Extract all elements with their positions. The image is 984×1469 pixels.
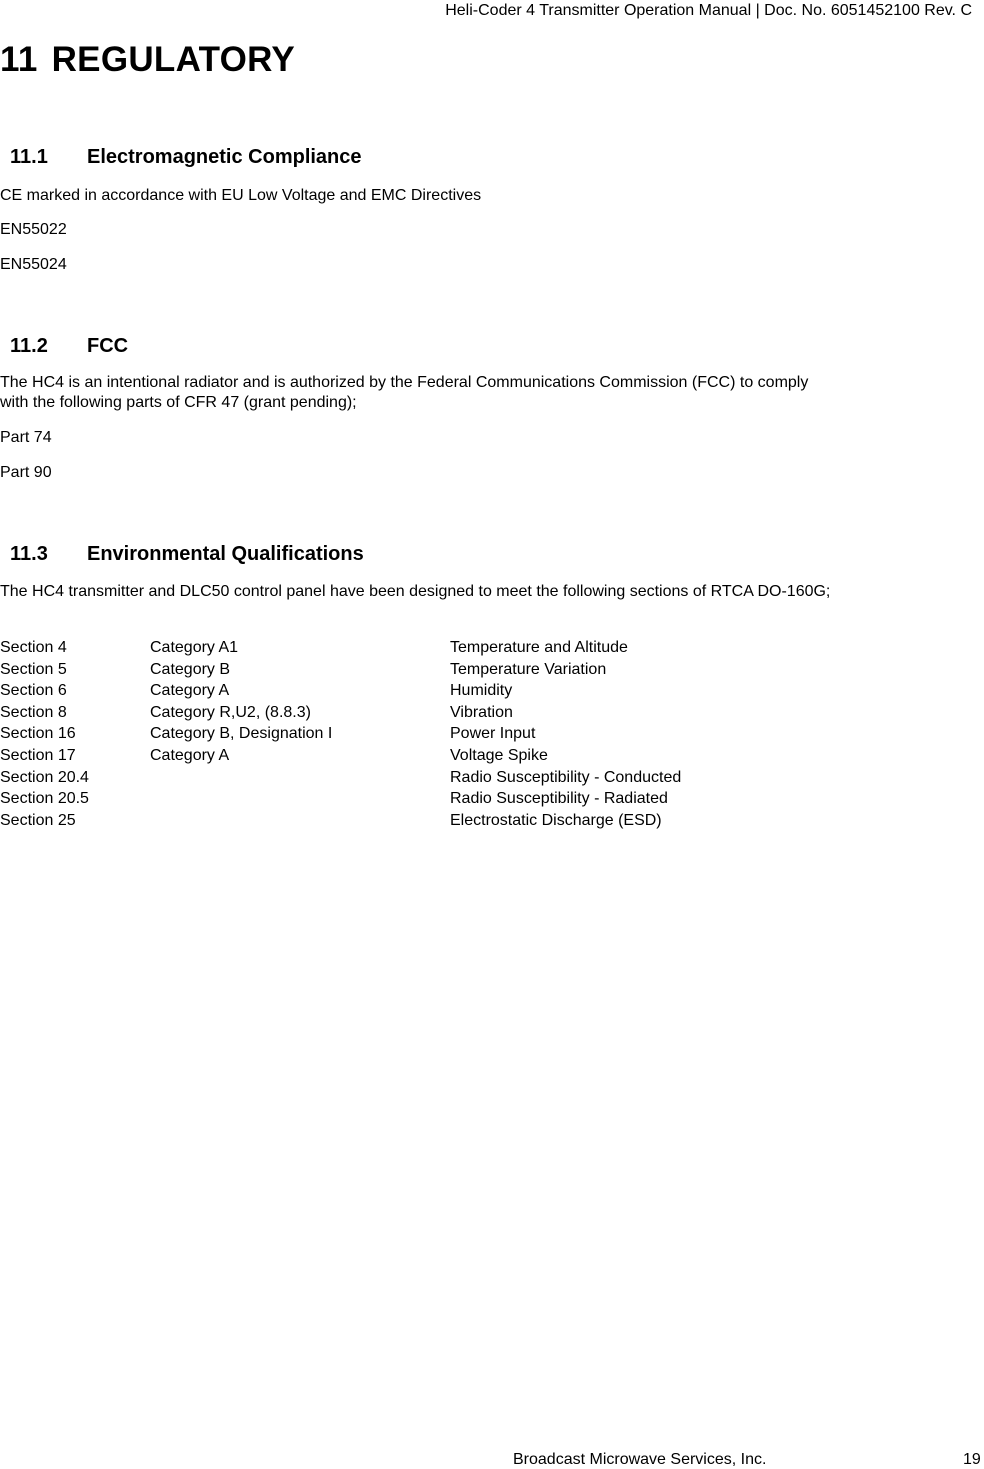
fcc-part-90: Part 90 — [0, 464, 52, 481]
qualification-section: Section 6 — [0, 682, 67, 700]
qualification-category: Category R,U2, (8.8.3) — [150, 703, 311, 721]
chapter-number: 11 — [0, 40, 38, 79]
qualification-description: Electrostatic Discharge (ESD) — [450, 811, 662, 829]
standard-en55024: EN55024 — [0, 256, 67, 273]
qualification-description: Radio Susceptibility - Radiated — [450, 790, 668, 808]
qualification-description: Voltage Spike — [450, 746, 548, 764]
section-heading-electromagnetic-compliance — [10, 146, 362, 169]
qualification-section: Section 16 — [0, 725, 76, 743]
fcc-paragraph-line-1: The HC4 is an intentional radiator and is authorized by the Federal Communications Commission (FCC) to comply — [0, 374, 809, 391]
qualification-category: Category A — [150, 682, 230, 700]
section-title: Environmental Qualifications — [87, 543, 364, 565]
running-header: Heli-Coder 4 Transmitter Operation Manual | Doc. No. 6051452100 Rev. C — [445, 2, 972, 19]
qualification-category: Category B — [150, 660, 231, 678]
fcc-part-74: Part 74 — [0, 429, 52, 446]
qualification-section: Section 8 — [0, 703, 67, 721]
qualification-category: Category A1 — [150, 639, 239, 656]
ce-marking-paragraph: CE marked in accordance with EU Low Voltage and EMC Directives — [0, 187, 482, 204]
section-title: Electromagnetic Compliance — [87, 146, 362, 168]
qualification-section: Section 4 — [0, 639, 67, 656]
qualification-description: Vibration — [450, 703, 513, 721]
qualification-section: Section 25 — [0, 811, 76, 829]
section-title: FCC — [87, 335, 129, 357]
qualification-category: Category A — [150, 746, 230, 764]
qualification-section: Section 5 — [0, 660, 67, 678]
section-number: 11.1 — [10, 146, 48, 168]
section-number: 11.2 — [10, 335, 48, 357]
section-heading-fcc — [10, 335, 128, 358]
fcc-paragraph-line-2: with the following parts of CFR 47 (grant pending); — [0, 394, 357, 411]
chapter-title — [0, 40, 295, 80]
chapter-title-text: REGULATORY — [51, 40, 296, 79]
footer-company: Broadcast Microwave Services, Inc. — [513, 1451, 767, 1468]
qualification-section: Section 20.4 — [0, 768, 89, 786]
qualification-description: Power Input — [450, 725, 536, 743]
qualification-description: Temperature Variation — [450, 660, 607, 678]
environmental-intro-paragraph: The HC4 transmitter and DLC50 control panel have been designed to meet the following sections of RTCA DO-160G; — [0, 583, 831, 600]
standard-en55022: EN55022 — [0, 221, 67, 238]
section-number: 11.3 — [10, 543, 48, 565]
qualification-section: Section 20.5 — [0, 790, 89, 808]
qualification-section: Section 17 — [0, 746, 76, 764]
qualification-description: Humidity — [450, 682, 513, 700]
qualification-description: Radio Susceptibility - Conducted — [450, 768, 682, 786]
qualification-category: Category B, Designation I — [150, 725, 333, 743]
qualification-description: Temperature and Altitude — [450, 639, 628, 656]
section-heading-environmental-qualifications — [10, 543, 364, 566]
page-number: 19 — [963, 1451, 981, 1468]
